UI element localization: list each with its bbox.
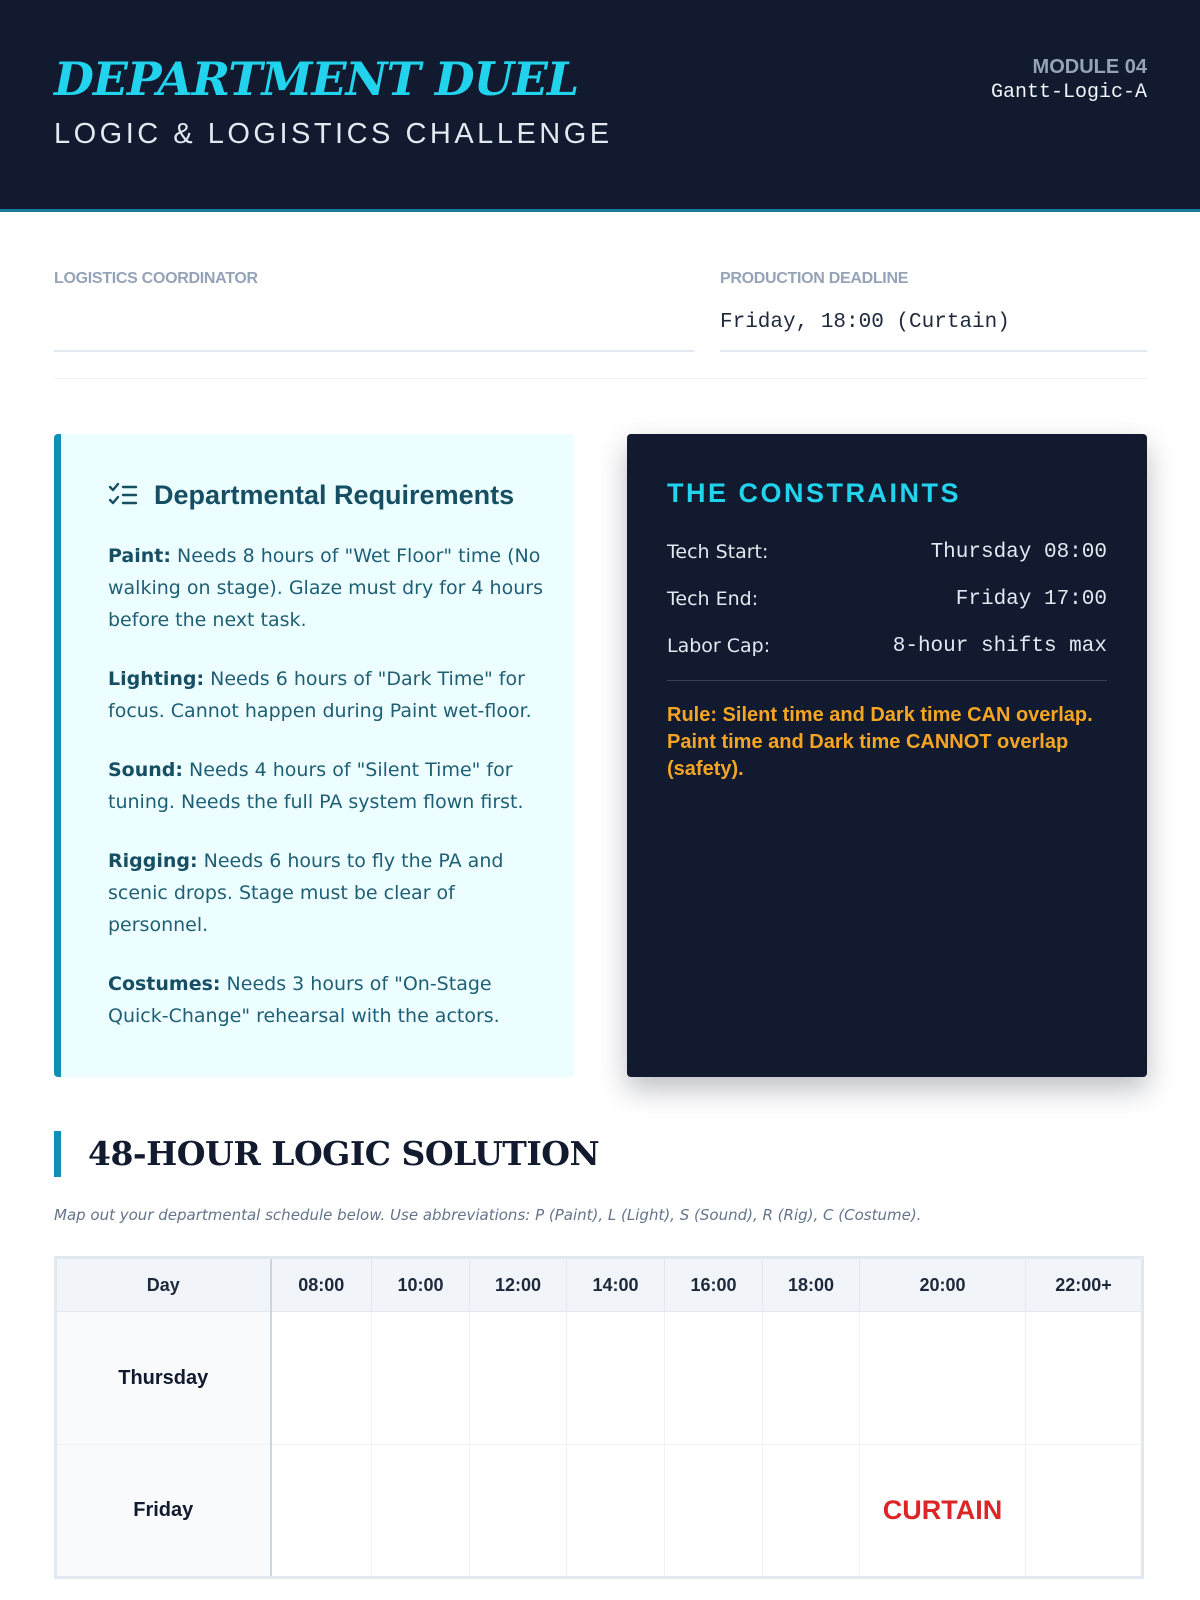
column-header: 08:00 — [271, 1258, 372, 1312]
schedule-cell[interactable] — [860, 1312, 1026, 1445]
coordinator-field[interactable] — [54, 350, 694, 352]
day-label: Thursday — [56, 1312, 271, 1445]
requirement-rigging — [108, 845, 548, 941]
curtain-marker: CURTAIN — [860, 1445, 1026, 1578]
requirement-paint — [108, 540, 548, 636]
checklist-icon — [108, 481, 138, 511]
page-title: DEPARTMENT DUEL — [54, 52, 579, 106]
column-header: 20:00 — [860, 1258, 1026, 1312]
module-code: Gantt-Logic-A — [990, 81, 1147, 104]
requirement-costumes — [108, 968, 548, 1032]
day-label: Friday — [56, 1445, 271, 1578]
schedule-header-row — [56, 1258, 1143, 1312]
requirements-card — [54, 434, 574, 1077]
constraints-rule: Rule: Silent time and Dark time CAN overlap. Paint time and Dark time CANNOT overlap (safety). — [667, 704, 1093, 780]
table-row — [56, 1445, 1143, 1578]
deadline-value: Friday, 18:00 (Curtain) — [720, 311, 1010, 334]
schedule-cell[interactable] — [567, 1312, 665, 1445]
schedule-cell[interactable] — [271, 1445, 372, 1578]
constraints-card — [627, 434, 1147, 1077]
requirement-text: Needs 6 hours to fly the PA and scenic drops. Stage must be clear of personnel. — [108, 850, 504, 936]
schedule-cell[interactable] — [470, 1445, 567, 1578]
column-header: 18:00 — [763, 1258, 860, 1312]
requirement-dept: Sound: — [108, 759, 183, 781]
constraint-key: Labor Cap: — [667, 635, 771, 657]
schedule-cell[interactable] — [470, 1312, 567, 1445]
module-label: MODULE 04 — [1032, 56, 1147, 78]
requirement-sound — [108, 754, 548, 818]
constraints-divider — [667, 680, 1107, 681]
schedule-cell[interactable] — [567, 1445, 665, 1578]
solution-accent-bar — [54, 1131, 61, 1177]
column-header: Day — [56, 1258, 271, 1312]
constraint-value: 8-hour shifts max — [892, 635, 1107, 658]
schedule-cell[interactable] — [1026, 1445, 1143, 1578]
coordinator-label: LOGISTICS COORDINATOR — [54, 270, 258, 287]
column-header: 12:00 — [470, 1258, 567, 1312]
constraints-title: THE CONSTRAINTS — [667, 478, 961, 508]
requirement-dept: Costumes: — [108, 973, 221, 995]
solution-instructions: Map out your departmental schedule below. Use abbreviations: P (Paint), L (Light), S (Sound), R (Rig), C (Costume). — [54, 1206, 922, 1224]
column-header: 10:00 — [372, 1258, 470, 1312]
requirement-text: Needs 6 hours of "Dark Time" for focus. Cannot happen during Paint wet-floor. — [108, 668, 532, 722]
requirements-list — [108, 540, 548, 1059]
schedule-cell[interactable] — [372, 1312, 470, 1445]
constraint-key: Tech End: — [667, 588, 759, 610]
schedule-grid — [54, 1256, 1144, 1579]
schedule-cell[interactable] — [372, 1445, 470, 1578]
requirement-text: Needs 3 hours of "On-Stage Quick-Change" rehearsal with the actors. — [108, 973, 500, 1027]
table-row — [56, 1312, 1143, 1445]
requirements-header — [108, 480, 514, 511]
page-subtitle: LOGIC & LOGISTICS CHALLENGE — [54, 118, 613, 150]
column-header: 16:00 — [665, 1258, 763, 1312]
schedule-cell[interactable] — [763, 1445, 860, 1578]
schedule-cell[interactable] — [271, 1312, 372, 1445]
requirements-title: Departmental Requirements — [154, 480, 515, 510]
requirement-dept: Rigging: — [108, 850, 198, 872]
schedule-cell[interactable] — [1026, 1312, 1143, 1445]
solution-title: 48-HOUR LOGIC SOLUTION — [88, 1134, 600, 1173]
requirement-text: Needs 8 hours of "Wet Floor" time (No walking on stage). Glaze must dry for 4 hours before the next task. — [108, 545, 543, 631]
column-header: 22:00+ — [1026, 1258, 1143, 1312]
requirement-lighting — [108, 663, 548, 727]
deadline-field-underline — [720, 350, 1147, 352]
section-divider — [54, 378, 1147, 379]
column-header: 14:00 — [567, 1258, 665, 1312]
deadline-label: PRODUCTION DEADLINE — [720, 270, 909, 287]
constraint-key: Tech Start: — [667, 541, 769, 563]
schedule-cell[interactable] — [665, 1312, 763, 1445]
requirement-text: Needs 4 hours of "Silent Time" for tuning. Needs the full PA system flown first. — [108, 759, 524, 813]
requirement-dept: Paint: — [108, 545, 171, 567]
constraint-value: Friday 17:00 — [955, 588, 1107, 611]
schedule-cell[interactable] — [665, 1445, 763, 1578]
constraint-value: Thursday 08:00 — [930, 541, 1107, 564]
requirement-dept: Lighting: — [108, 668, 205, 690]
schedule-cell[interactable] — [763, 1312, 860, 1445]
page-header — [0, 0, 1200, 212]
